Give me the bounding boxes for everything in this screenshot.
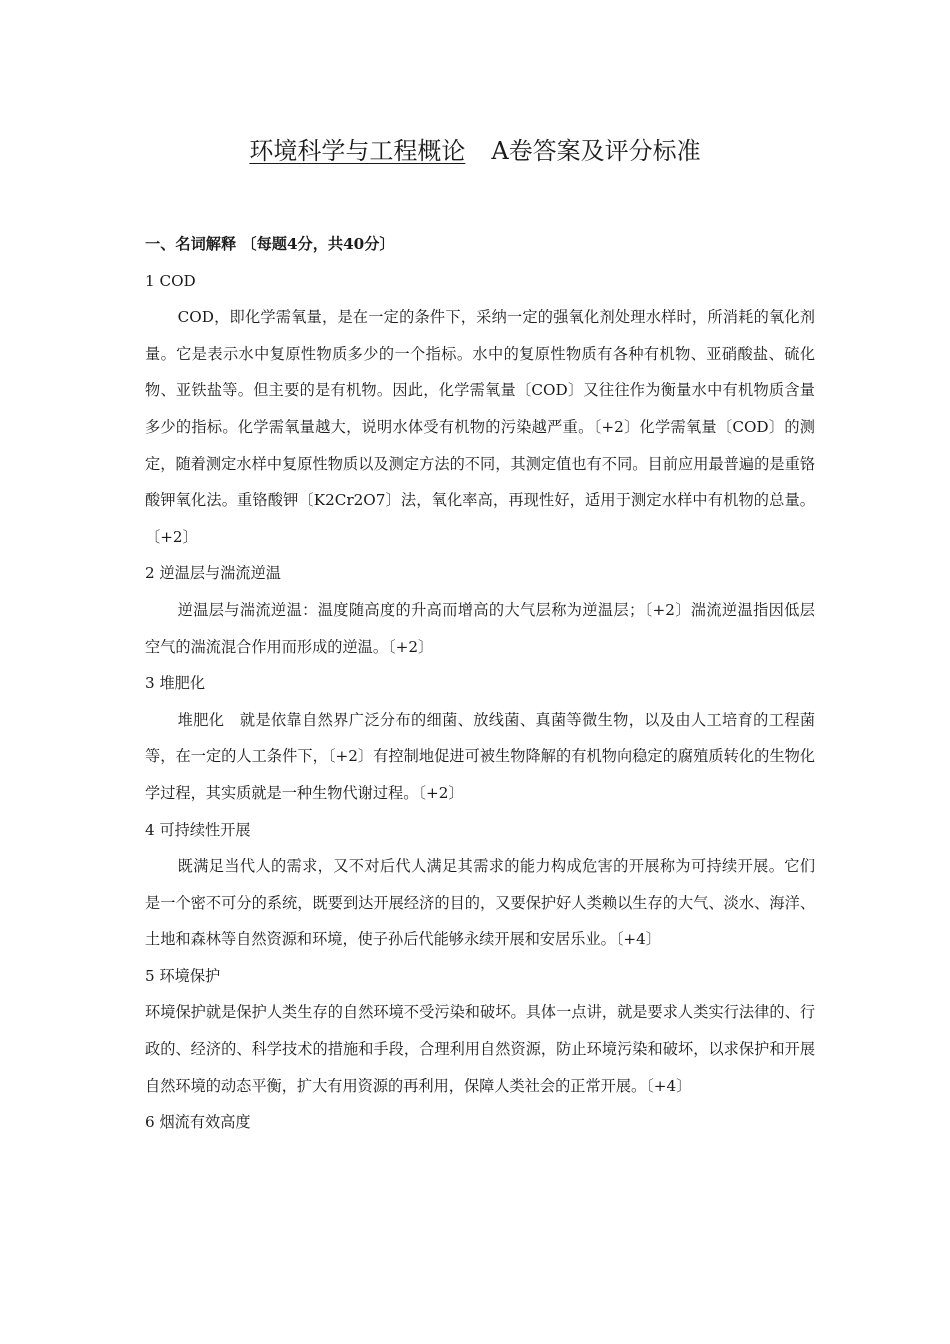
term-heading: 1 COD: [145, 271, 196, 290]
term-heading: 5 环境保护: [145, 966, 221, 985]
title-underline-gap: [465, 134, 479, 168]
definition-paragraph: 环境保护就是保护人类生存的自然环境不受污染和破坏。具体一点讲，就是要求人类实行法律的、行政的、经济的、科学技术的措施和手段，合理利用自然资源，防止环境污染和破坏，以求保护和开展自然环境的动态平衡，扩大有用资源的再利用，保障人类社会的正常开展。〔+4〕: [145, 1003, 815, 1095]
term-heading: 4 可持续性开展: [145, 820, 251, 839]
term-heading: 2 逆温层与湍流逆温: [145, 564, 281, 583]
document-title-subtitle: A卷答案及评分标准: [491, 137, 701, 165]
document-body: [145, 226, 815, 1141]
definition-paragraph: 逆温层与湍流逆温：温度随高度的升高而增高的大气层称为逆温层；〔+2〕湍流逆温指因低层空气的湍流混合作用而形成的逆温。〔+2〕: [145, 600, 815, 656]
term-heading: 6 烟流有效高度: [145, 1113, 251, 1132]
document-title-course: 环境科学与工程概论: [249, 137, 466, 165]
term-heading: 3 堆肥化: [145, 674, 206, 693]
section-heading: 一、名词解释 〔每题4分，共40分〕: [145, 235, 395, 253]
document-title: [0, 134, 950, 168]
definition-paragraph: 既满足当代人的需求，又不对后代人满足其需求的能力构成危害的开展称为可持续开展。它们是一个密不可分的系统，既要到达开展经济的目的，又要保护好人类赖以生存的大气、淡水、海洋、土地和森林等自然资源和环境，使子孙后代能够永续开展和安居乐业。〔+4〕: [145, 857, 815, 949]
definition-paragraph: 堆肥化 就是依靠自然界广泛分布的细菌、放线菌、真菌等微生物，以及由人工培育的工程菌等，在一定的人工条件下，〔+2〕有控制地促进可被生物降解的有机物向稳定的腐殖质转化的生物化学过程，其实质就是一种生物代谢过程。〔+2〕: [145, 710, 815, 802]
definition-paragraph: COD，即化学需氧量，是在一定的条件下，采纳一定的强氧化剂处理水样时，所消耗的氧化剂量。它是表示水中复原性物质多少的一个指标。水中的复原性物质有各种有机物、亚硝酸盐、硫化物、亚铁盐等。但主要的是有机物。因此，化学需氧量〔COD〕又往往作为衡量水中有机物质含量多少的指标。化学需氧量越大，说明水体受有机物的污染越严重。〔+2〕化学需氧量〔COD〕的测定，随着测定水样中复原性物质以及测定方法的不同，其测定值也有不同。目前应用最普遍的是重铬酸钾氧化法。重铬酸钾〔K2Cr2O7〕法，氧化率高，再现性好，适用于测定水样中有机物的总量。〔+2〕: [145, 308, 815, 546]
